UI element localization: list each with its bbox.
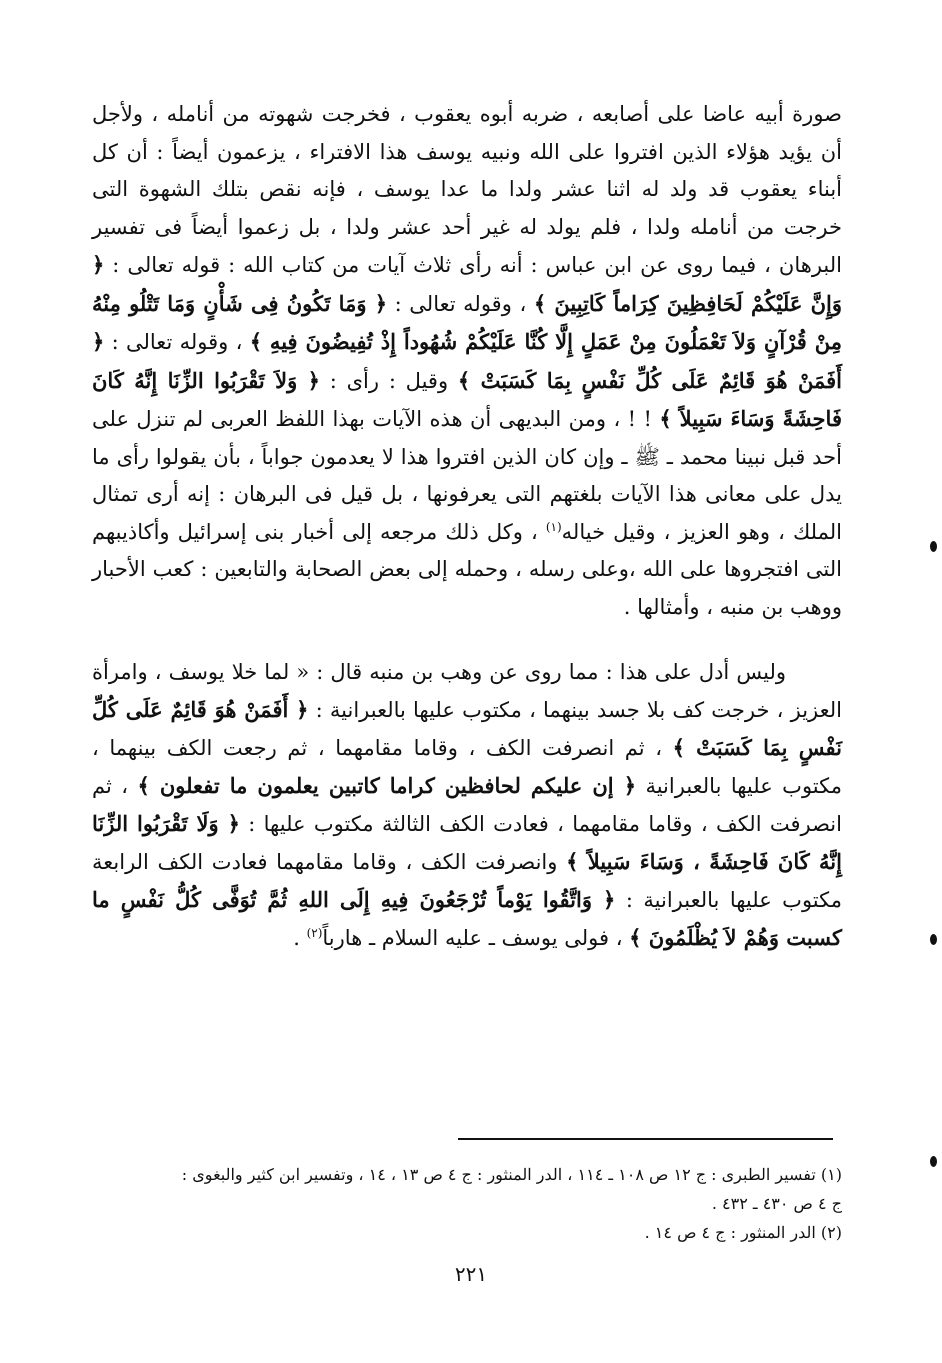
quran-verse: ﴿ وَلاَ تَقْرَبُوا الزِّنَا إِنَّهُ كَانَ فَاحِشَةً وَسَاءَ سَبِيلاً ﴾ <box>92 367 842 431</box>
footnotes <box>92 1160 842 1247</box>
quran-verse: ﴿ أَفَمَنْ هُوَ قَائِمٌ عَلَى كُلِّ نَفْسٍ بِمَا كَسَبَتْ ﴾ <box>92 697 842 760</box>
quran-verse: ﴿ وَلَا تَقْرَبُوا الزِّنَا إِنَّهُ كَانَ فَاحِشَةً ، وَسَاءَ سَبِيلاً ﴾ <box>92 811 842 874</box>
footnote-ref-2[interactable]: (٢) <box>306 926 323 940</box>
text-run: . <box>293 926 300 950</box>
text-run: ، ثم انصرفت الكف ، وقاما مقامهما ، ثم رجعت الكف بينهما ، مكتوب عليها بالعبرانية <box>92 736 842 798</box>
quran-verse: ﴿ وَإِنَّ عَلَيْكُمْ لَحَافِظِينَ كِرَاماً كَاتِبِينَ ﴾ <box>92 252 843 316</box>
paragraph-1 <box>92 96 842 626</box>
footnote-1-line-1: (١) تفسير الطبرى : ج ١٢ ص ١٠٨ ـ ١١٤ ، الدر المنثور : ج ٤ ص ١٣ ، ١٤ ، وتفسير ابن كثير والبغوى : <box>181 1165 842 1184</box>
text-run: وقيل : رأى : <box>329 368 449 393</box>
footnote-ref-1[interactable]: (١) <box>545 519 562 534</box>
text-run: ، وكل ذلك مرجعه إلى أخبار بنى إسرائيل وأكاذيبهم التى افتجروها على الله ،وعلى رسله ، وحمله إلى بعض الصحابة والتابعين : كعب الأحبار ووهب بن منبه ، وأمثالها . <box>92 519 842 619</box>
text-run: ! ! ، ومن البديهى أن هذه الآيات بهذا اللفظ العربى لم تنزل على أحد قبل نبينا محمد ـ ﷺ ـ وإن كان الذين افتروا هذا لا يعدمون جواباً ، بأن يقولوا رأى ما يدل على معانى هذا الآيات بلغتهم التى يعرفونها ، بل قيل فى البرهان : إنه أرى تمثال الملك ، وهو العزيز ، وقيل خياله <box>92 407 842 544</box>
footnote-1-line-2: ج ٤ ص ٤٣٠ ـ ٤٣٢ . <box>711 1194 842 1213</box>
footnote-divider <box>458 1138 833 1140</box>
text-run: صورة أبيه عاضا على أصابعه ، ضربه أبوه يعقوب ، فخرجت شهوته من أنامله ، ولأجل أن يؤيد هؤلاء الذين افتروا على الله ونبيه يوسف هذا الافتراء ، يزعمون أيضاً : أن كل أبناء يعقوب قد ولد له اثنا عشر ولدا ما عدا يوسف ، فإنه نقص بتلك الشهوة التى خرجت من أنامله ولدا ، فلم يولد له غير أحد عشر ولدا ، بل زعموا أيضاً فى تفسير البرهان ، فيما روى عن ابن عباس : أنه رأى ثلاث آيات من كتاب الله : قوله تعالى : <box>92 102 842 277</box>
scan-dot <box>930 1156 937 1167</box>
page-number: ٢٢١ <box>454 1262 488 1286</box>
text-run: ، وقوله تعالى : <box>394 291 527 316</box>
text-run: ، وقوله تعالى : <box>111 330 243 354</box>
text-run: وليس أدل على هذا : مما روى عن وهب بن منبه قال : « لما خلا يوسف ، وامرأة العزيز ، خرجت كف بلا جسد بينهما ، مكتوب عليها بالعبرانية : <box>92 660 842 722</box>
quran-verse: ﴿ وَمَا تَكُونُ فِى شَأْنٍ وَمَا تَتْلُو مِنْهُ مِنْ قُرْآنٍ وَلاَ تَعْمَلُونَ مِنْ عَمَلٍ إِلَّا كُنَّا عَلَيْكُمْ شُهُوداً إِذْ تُفِيضُونَ فِيهِ ﴾ <box>92 290 842 354</box>
scan-dot <box>930 934 937 945</box>
text-run: ، ثم انصرفت الكف ، وقاما مقامهما ، فعادت الكف الثالثة مكتوب عليها : <box>92 774 842 836</box>
quran-verse: ﴿ وَاتَّقُوا يَوْماً تُرْجَعُونَ فِيهِ إِلَى اللهِ ثُمَّ تُوَفَّى كُلُّ نَفْسٍ ما كسبت وَهُمْ لاَ يُظْلَمُونَ ﴾ <box>92 887 842 950</box>
paragraph-2 <box>92 653 842 957</box>
main-text <box>92 96 842 957</box>
text-run: وانصرفت الكف ، وقاما مقامهما فعادت الكف الرابعة مكتوب عليها بالعبرانية : <box>92 850 842 912</box>
footnote-2: (٢) الدر المنثور : ج ٤ ص ١٤ . <box>644 1223 842 1242</box>
quran-verse: ﴿ إن عليكم لحافظين كراما كاتبين يعلمون ما تفعلون ﴾ <box>137 773 637 798</box>
scan-dot <box>930 541 937 552</box>
quran-verse: ﴿ أَفَمَنْ هُوَ قَائِمٌ عَلَى كُلِّ نَفْسٍ بِمَا كَسَبَتْ ﴾ <box>92 329 842 393</box>
text-run: ، فولى يوسف ـ عليه السلام ـ هارباً <box>322 926 623 950</box>
